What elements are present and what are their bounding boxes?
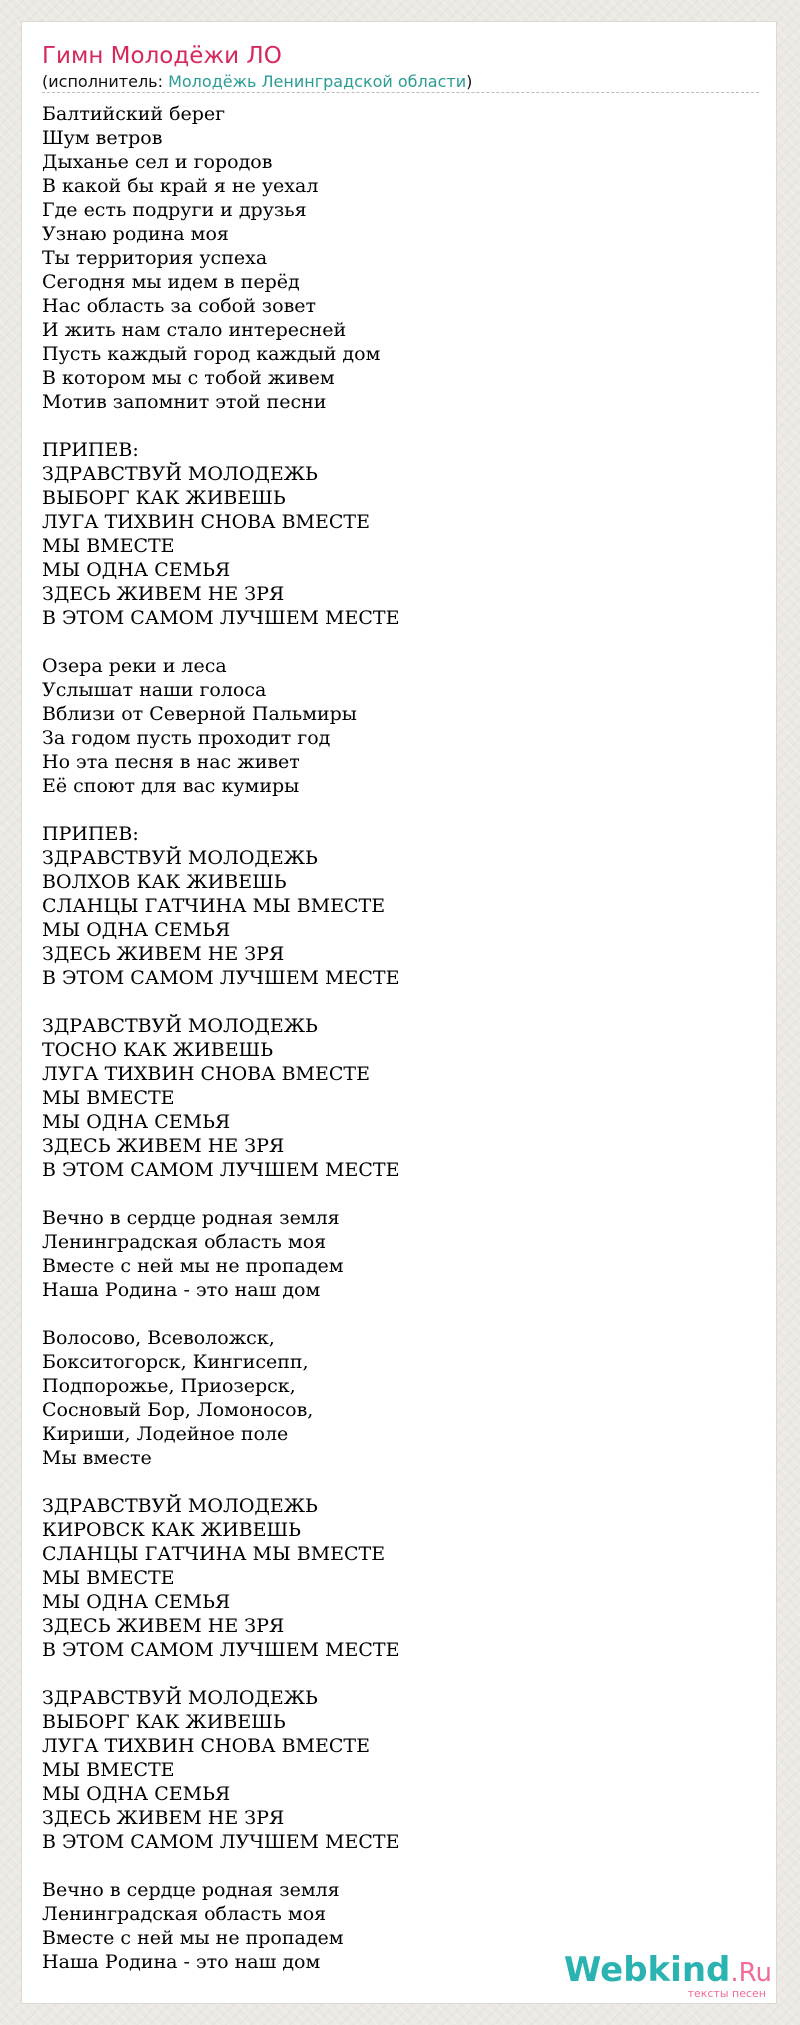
artist-prefix: (исполнитель: [42,72,169,91]
site-logo[interactable] [564,1950,772,2001]
song-title: Гимн Молодёжи ЛО [42,43,282,69]
site-tagline: тексты песен [687,1987,766,2000]
lyrics-text: Балтийский берег Шум ветров Дыханье сел и городов В какой бы край я не уехал Где есть подруги и друзья Узнаю родина моя Ты территория успеха Сегодня мы идем в перёд Нас область за собой зовет И жить нам стало интересней Пусть каждый город каждый дом В котором мы с тобой живем Мотив запомнит этой песни ПРИПЕВ: ЗДРАВСТВУЙ МОЛОДЕЖЬ ВЫБОРГ КАК ЖИВЕШЬ ЛУГА ТИХВИН СНОВА ВМЕСТЕ МЫ ВМЕСТЕ МЫ ОДНА СЕМЬЯ ЗДЕСЬ ЖИВЕМ НЕ ЗРЯ В ЭТОМ САМОМ ЛУЧШЕМ МЕСТЕ Озера реки и леса Услышат наши голоса Вблизи от Северной Пальмиры За годом пусть проходит год Но эта песня в нас живет Её споют для вас кумиры ПРИПЕВ: ЗДРАВСТВУЙ МОЛОДЕЖЬ ВОЛХОВ КАК ЖИВЕШЬ СЛАНЦЫ ГАТЧИНА МЫ ВМЕСТЕ МЫ ОДНА СЕМЬЯ ЗДЕСЬ ЖИВЕМ НЕ ЗРЯ В ЭТОМ САМОМ ЛУЧШЕМ МЕСТЕ ЗДРАВСТВУЙ МОЛОДЕЖЬ ТОСНО КАК ЖИВЕШЬ ЛУГА ТИХВИН СНОВА ВМЕСТЕ МЫ ВМЕСТЕ МЫ ОДНА СЕМЬЯ ЗДЕСЬ ЖИВЕМ НЕ ЗРЯ В ЭТОМ САМОМ ЛУЧШЕМ МЕСТЕ Вечно в сердце родная земля Ленинградская область моя Вместе с ней мы не пропадем Наша Родина - это наш дом Волосово, Всеволожск, Бокситогорск, Кингисепп, Подпорожье, Приозерск, Сосновый Бор, Ломоносов, Кириши, Лодейное поле Мы вместе ЗДРАВСТВУЙ МОЛОДЕЖЬ КИРОВСК КАК ЖИВЕШЬ СЛАНЦЫ ГАТЧИНА МЫ ВМЕСТЕ МЫ ВМЕСТЕ МЫ ОДНА СЕМЬЯ ЗДЕСЬ ЖИВЕМ НЕ ЗРЯ В ЭТОМ САМОМ ЛУЧШЕМ МЕСТЕ ЗДРАВСТВУЙ МОЛОДЕЖЬ ВЫБОРГ КАК ЖИВЕШЬ ЛУГА ТИХВИН СНОВА ВМЕСТЕ МЫ ВМЕСТЕ МЫ ОДНА СЕМЬЯ ЗДЕСЬ ЖИВЕМ НЕ ЗРЯ В ЭТОМ САМОМ ЛУЧШЕМ МЕСТЕ Вечно в сердце родная земля Ленинградская область моя Вместе с ней мы не пропадем Наша Родина - это наш дом [42,103,400,1973]
artist-suffix: ) [466,72,473,91]
site-logo-name: Webkind [563,1950,731,1990]
site-logo-suffix: .Ru [730,1958,772,1988]
artist-line [42,72,759,93]
lyrics-card [21,21,777,2004]
artist-link[interactable]: Молодёжь Ленинградской области [168,72,467,91]
